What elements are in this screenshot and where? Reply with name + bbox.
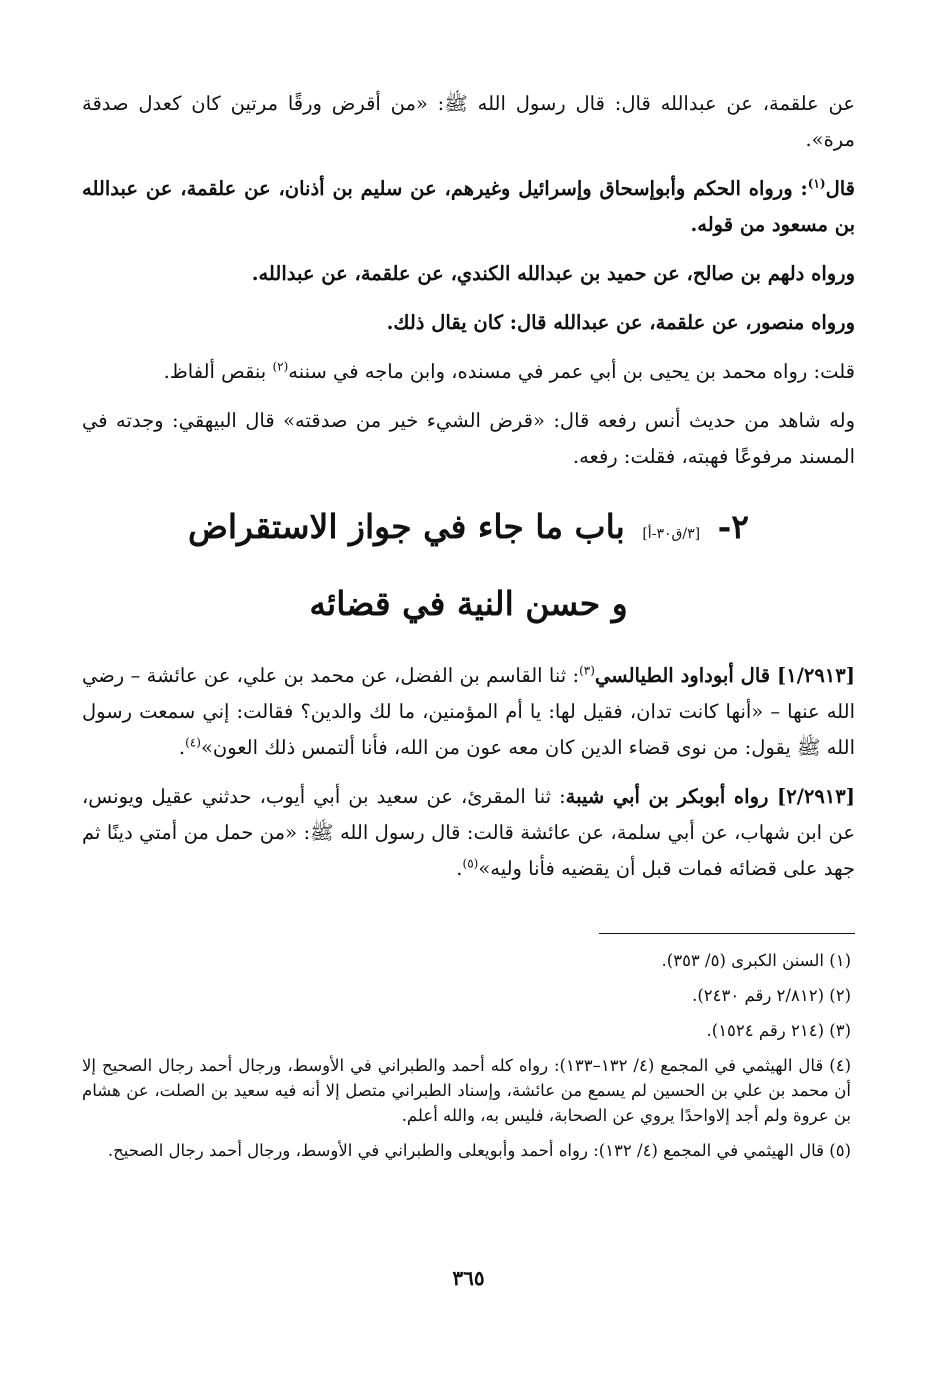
paragraph-4 xyxy=(82,305,855,341)
paragraph-5 xyxy=(82,354,855,390)
page-number: ٣٦٥ xyxy=(452,1266,485,1290)
chapter-heading-line-2 xyxy=(82,576,855,632)
paragraph-1 xyxy=(82,86,855,158)
paragraph-5-text-a: قلت: رواه محمد بن يحيى بن أبي عمر في مسنده، وابن ماجه في سننه xyxy=(288,360,855,383)
hadith-2-lead: [٢/٢٩١٣] رواه أبوبكر بن أبي شيبة xyxy=(565,785,855,808)
hadith-1 xyxy=(82,658,855,766)
hadith-2-end: . xyxy=(456,857,463,880)
footnote-ref-4[interactable]: (٤) xyxy=(185,735,201,750)
paragraph-4-text: ورواه منصور، عن علقمة، عن عبدالله قال: كان يقال ذلك. xyxy=(386,311,855,334)
paragraph-3 xyxy=(82,256,855,292)
hadith-2 xyxy=(82,779,855,887)
paragraph-6 xyxy=(82,403,855,475)
footnote-ref-3[interactable]: (٣) xyxy=(579,663,595,678)
footnote-4: (٤) قال الهيثمي في المجمع (٤/ ١٣٢–١٣٣): رواه كله أحمد والطبراني في الأوسط، ورجال أحمد رجال الصحيح إلا أن محمد بن علي بن الحسين لم يسمع من عائشة، وإسناد الطبراني متصل إلا أنه فيه سعيد بن الصلت، عن هشام بن عروة ولم أجد إلاواحدًا يروي عن الصحابة، فليس به، والله أعلم. xyxy=(82,1056,851,1125)
paragraph-2-text: : ورواه الحكم وأبوإسحاق وإسرائيل وغيرهم، عن سليم بن أذنان، عن علقمة، عن عبدالله بن مسعود من قوله. xyxy=(82,177,855,236)
chapter-title-1: باب ما جاء في جواز الاستقراض xyxy=(187,507,625,546)
footnote-ref-2[interactable]: (٢) xyxy=(272,359,289,374)
manuscript-mark: [٣/ق٣٠-أ] xyxy=(642,526,701,542)
chapter-title-2: و حسن النية في قضائه xyxy=(309,584,628,623)
paragraph-3-text: ورواه دلهم بن صالح، عن حميد بن عبدالله الكندي، عن علقمة، عن عبدالله. xyxy=(251,262,855,285)
footnote-1: (١) السنن الكبرى (٥/ ٣٥٣). xyxy=(661,951,851,970)
footnote-ref-1[interactable]: (١) xyxy=(807,176,826,191)
hadith-1-end: . xyxy=(178,736,186,759)
paragraph-6-text: وله شاهد من حديث أنس رفعه قال: «قرض الشيء خير من صدقته» قال البيهقي: وجدته في المسند مرفوعًا فهبته، فقلت: رفعه. xyxy=(82,409,855,468)
chapter-heading-line-1 xyxy=(82,499,855,562)
footnote-ref-5[interactable]: (٥) xyxy=(462,856,479,871)
footnote-separator xyxy=(599,933,855,934)
footnote-3: (٣) (٢١٤ رقم ١٥٢٤). xyxy=(706,1021,851,1040)
footnotes xyxy=(82,948,855,1163)
footnote-5: (٥) قال الهيثمي في المجمع (٤/ ١٣٢): رواه أحمد وأبويعلى والطبراني في الأوسط، ورجال أحمد رجال الصحيح. xyxy=(107,1141,851,1160)
paragraph-1-text: عن علقمة، عن عبدالله قال: قال رسول الله ﷺ: «من أقرض ورقًا مرتين كان كعدل صدقة مرة». xyxy=(82,92,855,151)
paragraph-5-text-b: بنقص ألفاظ. xyxy=(163,360,273,383)
hadith-1-text: : ثنا القاسم بن الفضل، عن محمد بن علي، عن عائشة – رضي الله عنها – «أنها كانت تدان، فقيل لها: يا أم المؤمنين، ما لك والدين؟ فقالت: إني سمعت رسول الله ﷺ يقول: من نوى قضاء الدين كان معه عون من الله، فأنا ألتمس ذلك العون» xyxy=(82,664,855,759)
footnote-2: (٢) (٢/٨١٢ رقم ٢٤٣٠). xyxy=(692,986,851,1005)
paragraph-2 xyxy=(82,171,855,243)
hadith-1-lead: [١/٢٩١٣] قال أبوداود الطيالسي xyxy=(594,664,855,687)
chapter-number: ٢- xyxy=(717,507,750,546)
paragraph-2-lead: قال xyxy=(825,177,855,200)
hadith-2-text: : ثنا المقرئ، عن سعيد بن أبي أيوب، حدثني عقيل ويونس، عن ابن شهاب، عن أبي سلمة، عن عائشة قالت: قال رسول الله ﷺ: «من حمل من أمتي دينًا ثم جهد على قضائه فمات قبل أن يقضيه فأنا وليه» xyxy=(82,785,855,880)
